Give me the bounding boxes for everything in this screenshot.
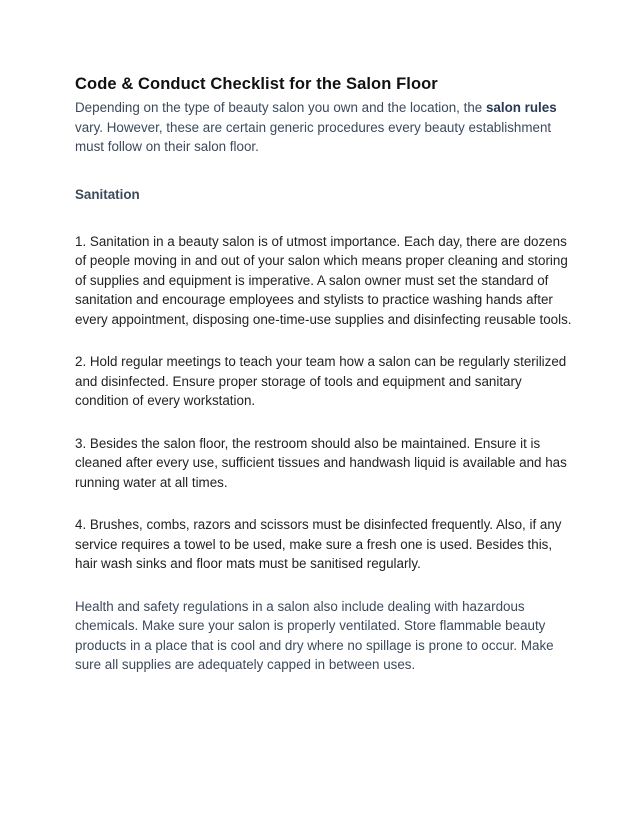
paragraph-sanitation-2: 2. Hold regular meetings to teach your team how a salon can be regularly sterilized and disinfected. Ensure proper storage of tools and equipment and sanitary condition of every workstation. xyxy=(75,354,567,408)
intro-paragraph xyxy=(75,98,575,157)
intro-text-end: vary. However, these are certain generic procedures every beauty establishment must follow on their salon floor. xyxy=(75,119,552,154)
intro-text-start: Depending on the type of beauty salon you own and the location, the xyxy=(75,100,486,115)
page-title: Code & Conduct Checklist for the Salon Floor xyxy=(75,75,438,93)
paragraph-sanitation-4: 4. Brushes, combs, razors and scissors must be disinfected frequently. Also, if any service requires a towel to be used, make sure a fresh one is used. Besides this, hair wash sinks and floor mats must be sanitised regularly. xyxy=(75,517,562,571)
salon-rules-link-text: salon rules xyxy=(485,100,557,115)
document-page xyxy=(75,74,575,675)
paragraph-sanitation-1: 1. Sanitation in a beauty salon is of utmost importance. Each day, there are dozens of people moving in and out of your salon which means proper cleaning and storing of supplies and equipment is imperative. A salon owner must set the standard of sanitation and encourage employees and stylists to practice washing hands after every appointment, disposing one-time-use supplies and disinfecting reusable tools. xyxy=(75,233,572,327)
paragraph-health-safety: Health and safety regulations in a salon also include dealing with hazardous chemicals. Make sure your salon is properly ventilated. Store flammable beauty products in a place that is cool and dry where no spillage is prone to occur. Make sure all supplies are adequately capped in between uses. xyxy=(75,598,554,672)
paragraph-sanitation-3: 3. Besides the salon floor, the restroom should also be maintained. Ensure it is cleaned after every use, sufficient tissues and handwash liquid is available and has running water at all times. xyxy=(75,435,567,490)
section-heading-sanitation: Sanitation xyxy=(75,186,140,202)
